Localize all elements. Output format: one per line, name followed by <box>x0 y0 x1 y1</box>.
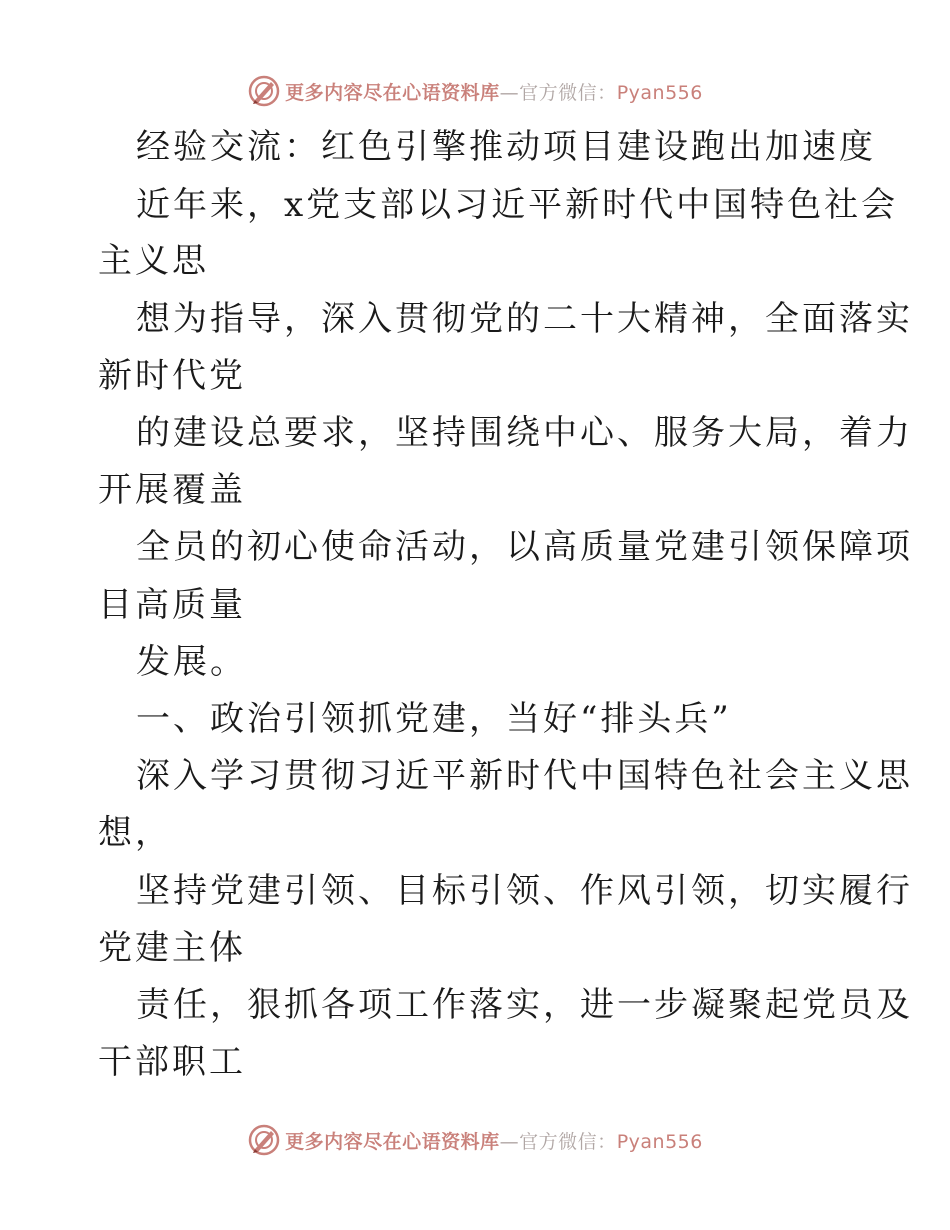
paragraph-line: 党建主体 <box>98 928 246 968</box>
paragraph-line: 近年来，x党支部以习近平新时代中国特色社会 <box>136 185 899 225</box>
watermark-wechat-id: Pyan556 <box>616 81 703 104</box>
paragraph-line: 开展覆盖 <box>98 470 246 510</box>
paragraph-line: 全员的初心使命活动，以高质量党建引领保障项 <box>136 527 913 567</box>
watermark-slogan: 更多内容尽在心语资料库 <box>285 1130 500 1153</box>
header-watermark <box>0 71 950 111</box>
paragraph-line: 发展。 <box>136 642 247 682</box>
paragraph-line: 新时代党 <box>98 356 246 396</box>
paragraph-line: 的建设总要求，坚持围绕中心、服务大局，着力 <box>136 413 913 453</box>
section-heading: 一、政治引领抓党建，当好“排头兵” <box>136 699 732 739</box>
paragraph-line: 想为指导，深入贯彻党的二十大精神，全面落实 <box>136 299 913 339</box>
footer-watermark <box>0 1120 950 1160</box>
document-title: 经验交流：红色引擎推动项目建设跑出加速度 <box>136 127 876 167</box>
watermark-dash: — <box>499 1130 520 1153</box>
paragraph-line: 坚持党建引领、目标引领、作风引领，切实履行 <box>136 871 913 911</box>
paragraph-line: 干部职工 <box>98 1042 246 1082</box>
paragraph-line: 主义思 <box>98 241 209 281</box>
paragraph-line: 想， <box>98 813 172 853</box>
watermark-wechat-label: 官方微信： <box>519 81 617 104</box>
paragraph-line: 深入学习贯彻习近平新时代中国特色社会主义思 <box>136 756 913 796</box>
watermark-wechat-id: Pyan556 <box>616 1130 703 1153</box>
pen-seal-logo-icon <box>247 74 281 108</box>
paragraph-line: 责任，狠抓各项工作落实，进一步凝聚起党员及 <box>136 985 913 1025</box>
watermark-dash: — <box>499 81 520 104</box>
watermark-wechat-label: 官方微信： <box>519 1130 617 1153</box>
paragraph-line: 目高质量 <box>98 585 246 625</box>
watermark-slogan: 更多内容尽在心语资料库 <box>285 81 500 104</box>
pen-seal-logo-icon <box>247 1123 281 1157</box>
